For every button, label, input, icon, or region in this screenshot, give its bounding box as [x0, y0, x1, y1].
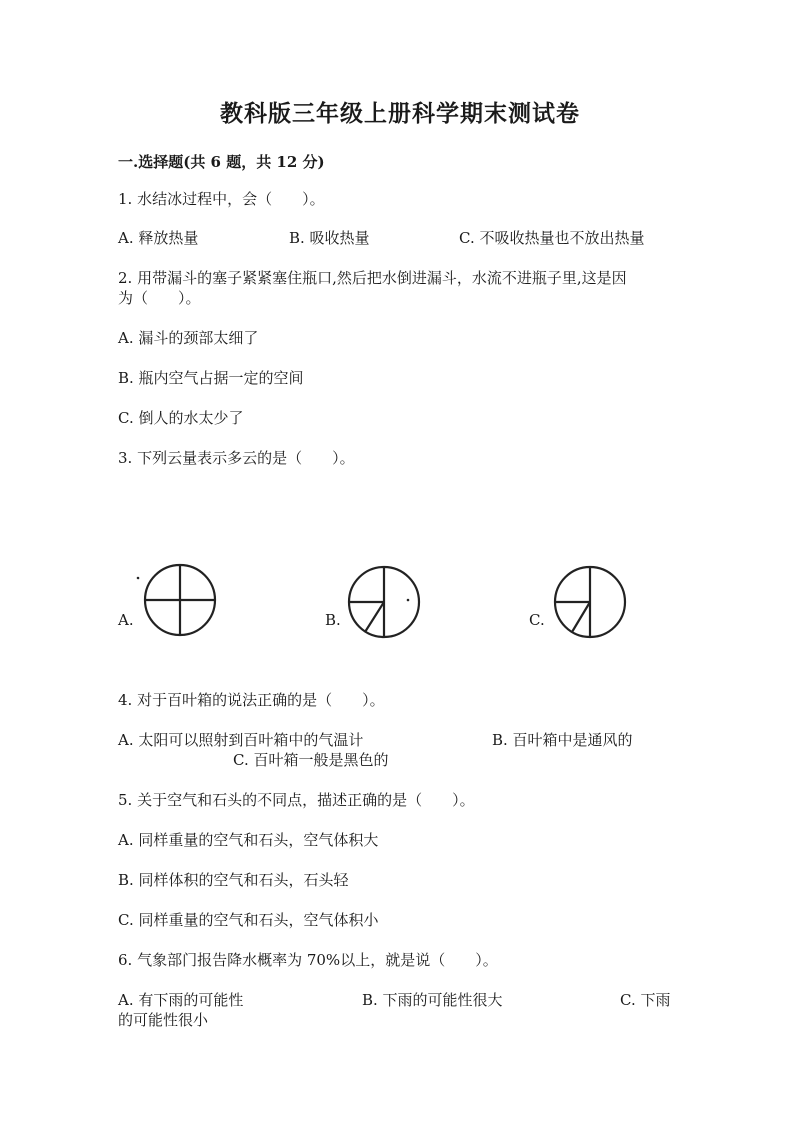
cloud-cover-diagram-c: [546, 562, 636, 642]
question-2-option-b: B. 瓶内空气占据一定的空间: [118, 369, 304, 387]
question-5-option-c: C. 同样重量的空气和石头，空气体积小: [118, 911, 379, 929]
question-2-option-c: C. 倒人的水太少了: [118, 409, 244, 427]
question-6-option-c-continued: 的可能性很小: [118, 1011, 209, 1029]
question-3-option-b-label: B.: [325, 611, 341, 629]
section-heading: 一.选择题(共 6 题，共 12 分): [118, 153, 325, 171]
question-1-stem: 1. 水结冰过程中，会（ ）。: [118, 190, 325, 208]
question-2-option-a: A. 漏斗的颈部太细了: [118, 329, 259, 347]
question-4-stem: 4. 对于百叶箱的说法正确的是（ ）。: [118, 691, 385, 709]
question-4-option-b: B. 百叶箱中是通风的: [492, 731, 633, 749]
cloud-cover-diagram-b: [340, 562, 430, 642]
question-4-option-a: A. 太阳可以照射到百叶箱中的气温计: [118, 731, 364, 749]
question-3-stem: 3. 下列云量表示多云的是（ ）。: [118, 449, 355, 467]
question-6-option-c: C. 下雨: [620, 991, 671, 1009]
question-6-stem: 6. 气象部门报告降水概率为 70%以上，就是说（ ）。: [118, 951, 498, 969]
question-4-option-c: C. 百叶箱一般是黑色的: [233, 751, 389, 769]
question-6-option-b: B. 下雨的可能性很大: [362, 991, 503, 1009]
question-3-option-a-label: A.: [118, 611, 134, 629]
cloud-cover-diagram-a: [135, 560, 225, 640]
question-3-option-c-label: C.: [529, 611, 545, 629]
question-5-stem: 5. 关于空气和石头的不同点，描述正确的是（ ）。: [118, 791, 475, 809]
question-5-option-b: B. 同样体积的空气和石头，石头轻: [118, 871, 349, 889]
question-2-stem-line1: 2. 用带漏斗的塞子紧紧塞住瓶口,然后把水倒进漏斗，水流不进瓶子里,这是因: [118, 269, 627, 287]
question-2-stem-line2: 为（ ）。: [118, 289, 201, 307]
question-6-option-a: A. 有下雨的可能性: [118, 991, 244, 1009]
question-5-option-a: A. 同样重量的空气和石头，空气体积大: [118, 831, 379, 849]
question-1-option-c: C. 不吸收热量也不放出热量: [459, 229, 645, 247]
question-1-option-b: B. 吸收热量: [289, 229, 370, 247]
page-title: 教科版三年级上册科学期末测试卷: [220, 100, 580, 127]
question-1-option-a: A. 释放热量: [118, 229, 199, 247]
